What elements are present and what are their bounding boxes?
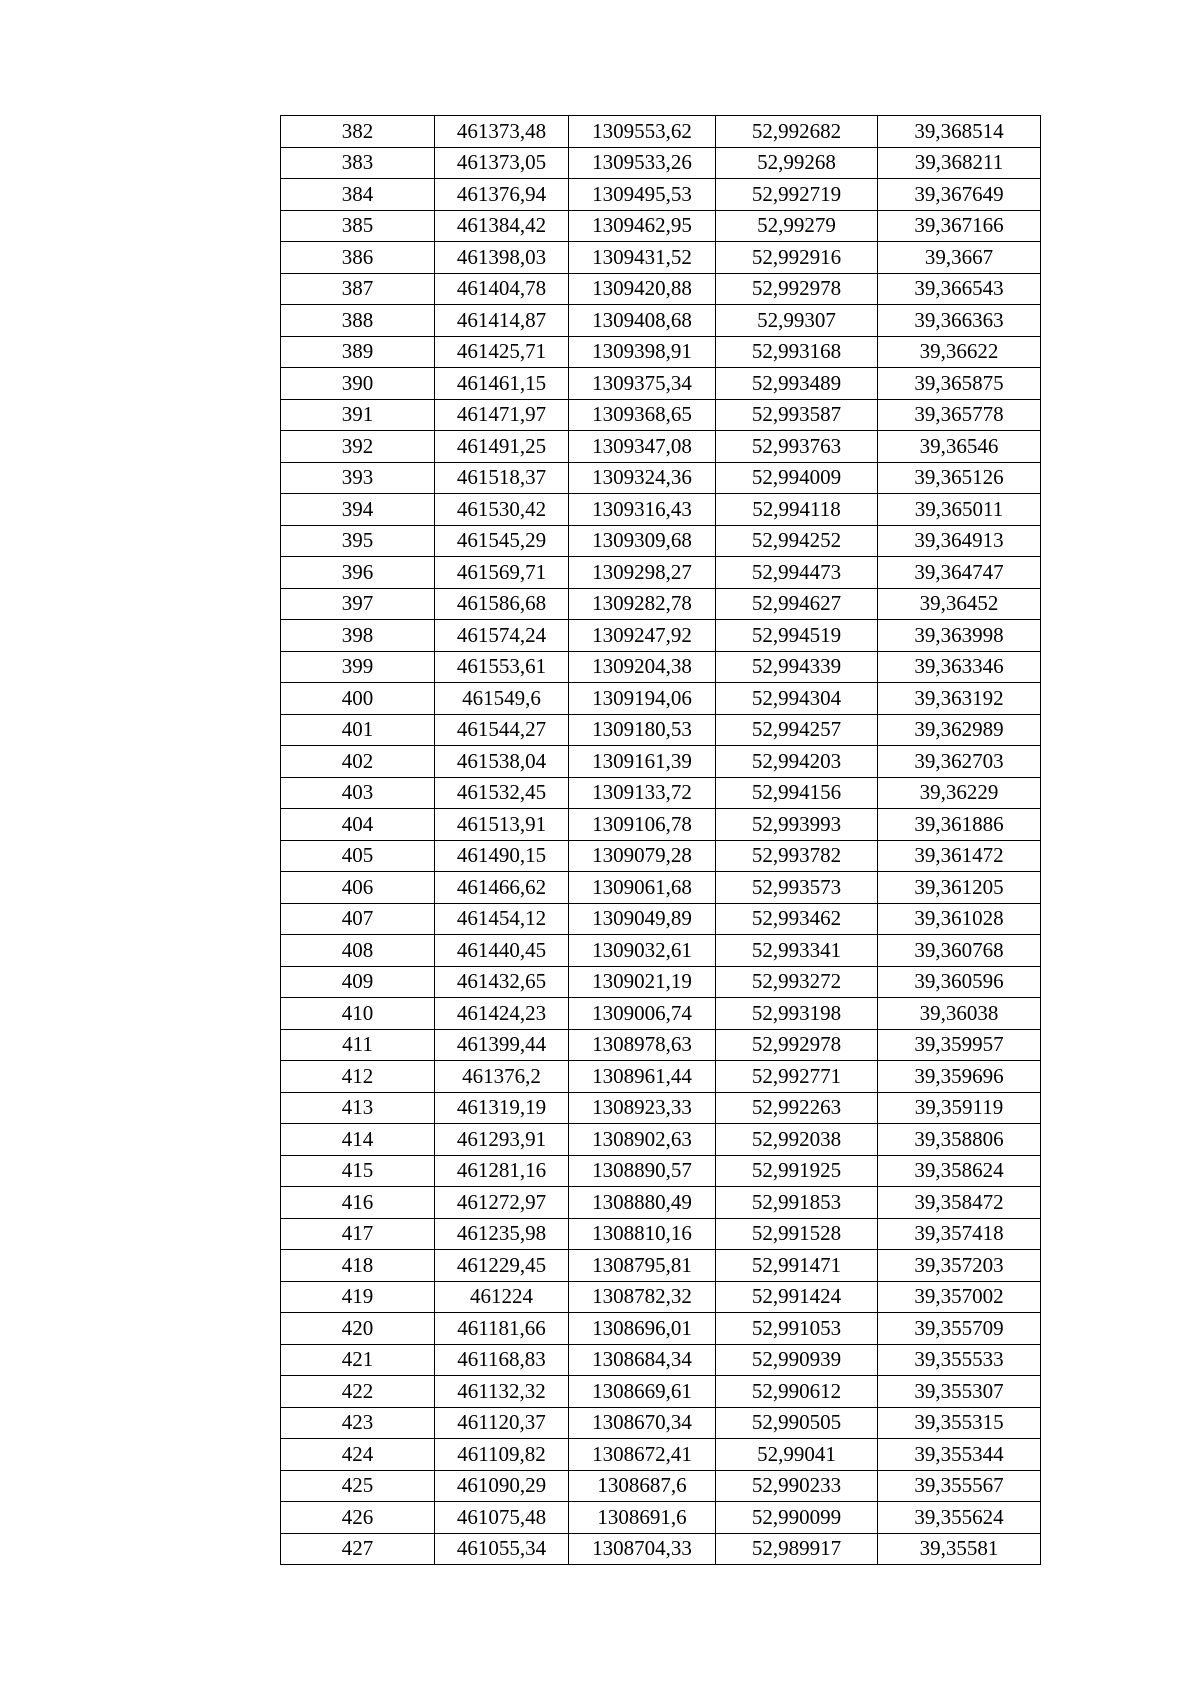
table-row: [281, 1092, 1041, 1124]
point-number-cell: 418: [281, 1250, 435, 1282]
y-coordinate-cell: 1309368,65: [569, 399, 716, 431]
x-coordinate-cell: 461414,87: [435, 305, 569, 337]
table-row: [281, 809, 1041, 841]
x-coordinate-cell: 461518,37: [435, 462, 569, 494]
x-coordinate-cell: 461075,48: [435, 1502, 569, 1534]
latitude-cell: 52,992978: [716, 273, 878, 305]
point-number-cell: 412: [281, 1061, 435, 1093]
point-number-cell: 406: [281, 872, 435, 904]
y-coordinate-cell: 1309133,72: [569, 777, 716, 809]
latitude-cell: 52,992038: [716, 1124, 878, 1156]
table-row: [281, 746, 1041, 778]
latitude-cell: 52,994519: [716, 620, 878, 652]
point-number-cell: 401: [281, 714, 435, 746]
latitude-cell: 52,992263: [716, 1092, 878, 1124]
longitude-cell: 39,358472: [878, 1187, 1041, 1219]
latitude-cell: 52,992682: [716, 116, 878, 148]
point-number-cell: 388: [281, 305, 435, 337]
y-coordinate-cell: 1309420,88: [569, 273, 716, 305]
point-number-cell: 394: [281, 494, 435, 526]
x-coordinate-cell: 461373,05: [435, 147, 569, 179]
table-row: [281, 147, 1041, 179]
point-number-cell: 405: [281, 840, 435, 872]
x-coordinate-cell: 461490,15: [435, 840, 569, 872]
y-coordinate-cell: 1309194,06: [569, 683, 716, 715]
x-coordinate-cell: 461471,97: [435, 399, 569, 431]
latitude-cell: 52,993462: [716, 903, 878, 935]
latitude-cell: 52,994627: [716, 588, 878, 620]
x-coordinate-cell: 461090,29: [435, 1470, 569, 1502]
longitude-cell: 39,355307: [878, 1376, 1041, 1408]
point-number-cell: 417: [281, 1218, 435, 1250]
x-coordinate-cell: 461376,2: [435, 1061, 569, 1093]
x-coordinate-cell: 461424,23: [435, 998, 569, 1030]
y-coordinate-cell: 1309431,52: [569, 242, 716, 274]
table-row: [281, 651, 1041, 683]
longitude-cell: 39,359957: [878, 1029, 1041, 1061]
point-number-cell: 404: [281, 809, 435, 841]
longitude-cell: 39,363346: [878, 651, 1041, 683]
point-number-cell: 415: [281, 1155, 435, 1187]
point-number-cell: 386: [281, 242, 435, 274]
latitude-cell: 52,991853: [716, 1187, 878, 1219]
point-number-cell: 424: [281, 1439, 435, 1471]
y-coordinate-cell: 1309553,62: [569, 116, 716, 148]
point-number-cell: 427: [281, 1533, 435, 1565]
table-row: [281, 336, 1041, 368]
point-number-cell: 419: [281, 1281, 435, 1313]
point-number-cell: 385: [281, 210, 435, 242]
table-row: [281, 588, 1041, 620]
latitude-cell: 52,989917: [716, 1533, 878, 1565]
coordinates-table: [280, 115, 1041, 1565]
point-number-cell: 416: [281, 1187, 435, 1219]
point-number-cell: 392: [281, 431, 435, 463]
x-coordinate-cell: 461544,27: [435, 714, 569, 746]
longitude-cell: 39,357203: [878, 1250, 1041, 1282]
x-coordinate-cell: 461373,48: [435, 116, 569, 148]
y-coordinate-cell: 1308810,16: [569, 1218, 716, 1250]
y-coordinate-cell: 1308795,81: [569, 1250, 716, 1282]
table-row: [281, 777, 1041, 809]
y-coordinate-cell: 1308902,63: [569, 1124, 716, 1156]
point-number-cell: 407: [281, 903, 435, 935]
x-coordinate-cell: 461553,61: [435, 651, 569, 683]
y-coordinate-cell: 1309282,78: [569, 588, 716, 620]
table-row: [281, 1439, 1041, 1471]
longitude-cell: 39,364913: [878, 525, 1041, 557]
y-coordinate-cell: 1308890,57: [569, 1155, 716, 1187]
table-row: [281, 1407, 1041, 1439]
x-coordinate-cell: 461229,45: [435, 1250, 569, 1282]
latitude-cell: 52,99268: [716, 147, 878, 179]
point-number-cell: 420: [281, 1313, 435, 1345]
coordinates-table-body: [281, 116, 1041, 1565]
table-row: [281, 462, 1041, 494]
x-coordinate-cell: 461545,29: [435, 525, 569, 557]
y-coordinate-cell: 1308880,49: [569, 1187, 716, 1219]
latitude-cell: 52,994304: [716, 683, 878, 715]
table-row: [281, 525, 1041, 557]
latitude-cell: 52,994203: [716, 746, 878, 778]
table-row: [281, 210, 1041, 242]
latitude-cell: 52,993168: [716, 336, 878, 368]
table-row: [281, 1313, 1041, 1345]
longitude-cell: 39,36622: [878, 336, 1041, 368]
table-row: [281, 557, 1041, 589]
y-coordinate-cell: 1308687,6: [569, 1470, 716, 1502]
latitude-cell: 52,993763: [716, 431, 878, 463]
x-coordinate-cell: 461586,68: [435, 588, 569, 620]
latitude-cell: 52,994009: [716, 462, 878, 494]
x-coordinate-cell: 461109,82: [435, 1439, 569, 1471]
longitude-cell: 39,357002: [878, 1281, 1041, 1313]
longitude-cell: 39,367166: [878, 210, 1041, 242]
longitude-cell: 39,358806: [878, 1124, 1041, 1156]
x-coordinate-cell: 461432,65: [435, 966, 569, 998]
latitude-cell: 52,993341: [716, 935, 878, 967]
latitude-cell: 52,99041: [716, 1439, 878, 1471]
longitude-cell: 39,363998: [878, 620, 1041, 652]
x-coordinate-cell: 461281,16: [435, 1155, 569, 1187]
y-coordinate-cell: 1308704,33: [569, 1533, 716, 1565]
point-number-cell: 398: [281, 620, 435, 652]
y-coordinate-cell: 1309408,68: [569, 305, 716, 337]
latitude-cell: 52,993272: [716, 966, 878, 998]
table-row: [281, 116, 1041, 148]
latitude-cell: 52,994252: [716, 525, 878, 557]
table-row: [281, 1124, 1041, 1156]
longitude-cell: 39,36452: [878, 588, 1041, 620]
point-number-cell: 425: [281, 1470, 435, 1502]
y-coordinate-cell: 1308978,63: [569, 1029, 716, 1061]
y-coordinate-cell: 1308923,33: [569, 1092, 716, 1124]
table-row: [281, 714, 1041, 746]
table-row: [281, 242, 1041, 274]
latitude-cell: 52,991925: [716, 1155, 878, 1187]
x-coordinate-cell: 461319,19: [435, 1092, 569, 1124]
y-coordinate-cell: 1309079,28: [569, 840, 716, 872]
point-number-cell: 422: [281, 1376, 435, 1408]
longitude-cell: 39,365126: [878, 462, 1041, 494]
latitude-cell: 52,990233: [716, 1470, 878, 1502]
longitude-cell: 39,365875: [878, 368, 1041, 400]
table-row: [281, 1250, 1041, 1282]
latitude-cell: 52,993587: [716, 399, 878, 431]
y-coordinate-cell: 1309347,08: [569, 431, 716, 463]
y-coordinate-cell: 1309204,38: [569, 651, 716, 683]
longitude-cell: 39,357418: [878, 1218, 1041, 1250]
longitude-cell: 39,36546: [878, 431, 1041, 463]
point-number-cell: 421: [281, 1344, 435, 1376]
latitude-cell: 52,993573: [716, 872, 878, 904]
y-coordinate-cell: 1309006,74: [569, 998, 716, 1030]
table-row: [281, 1155, 1041, 1187]
x-coordinate-cell: 461425,71: [435, 336, 569, 368]
latitude-cell: 52,990939: [716, 1344, 878, 1376]
point-number-cell: 391: [281, 399, 435, 431]
longitude-cell: 39,365011: [878, 494, 1041, 526]
x-coordinate-cell: 461466,62: [435, 872, 569, 904]
longitude-cell: 39,36038: [878, 998, 1041, 1030]
x-coordinate-cell: 461384,42: [435, 210, 569, 242]
point-number-cell: 410: [281, 998, 435, 1030]
latitude-cell: 52,991528: [716, 1218, 878, 1250]
longitude-cell: 39,362703: [878, 746, 1041, 778]
x-coordinate-cell: 461224: [435, 1281, 569, 1313]
point-number-cell: 384: [281, 179, 435, 211]
table-row: [281, 1376, 1041, 1408]
table-row: [281, 903, 1041, 935]
table-row: [281, 840, 1041, 872]
point-number-cell: 403: [281, 777, 435, 809]
latitude-cell: 52,99307: [716, 305, 878, 337]
x-coordinate-cell: 461055,34: [435, 1533, 569, 1565]
x-coordinate-cell: 461549,6: [435, 683, 569, 715]
longitude-cell: 39,36229: [878, 777, 1041, 809]
longitude-cell: 39,358624: [878, 1155, 1041, 1187]
latitude-cell: 52,993489: [716, 368, 878, 400]
latitude-cell: 52,991053: [716, 1313, 878, 1345]
x-coordinate-cell: 461399,44: [435, 1029, 569, 1061]
table-row: [281, 935, 1041, 967]
longitude-cell: 39,359119: [878, 1092, 1041, 1124]
longitude-cell: 39,3667: [878, 242, 1041, 274]
table-row: [281, 399, 1041, 431]
longitude-cell: 39,360768: [878, 935, 1041, 967]
longitude-cell: 39,360596: [878, 966, 1041, 998]
x-coordinate-cell: 461120,37: [435, 1407, 569, 1439]
table-row: [281, 431, 1041, 463]
latitude-cell: 52,993198: [716, 998, 878, 1030]
y-coordinate-cell: 1309049,89: [569, 903, 716, 935]
x-coordinate-cell: 461293,91: [435, 1124, 569, 1156]
y-coordinate-cell: 1309021,19: [569, 966, 716, 998]
longitude-cell: 39,368514: [878, 116, 1041, 148]
y-coordinate-cell: 1309061,68: [569, 872, 716, 904]
latitude-cell: 52,992719: [716, 179, 878, 211]
table-row: [281, 872, 1041, 904]
x-coordinate-cell: 461272,97: [435, 1187, 569, 1219]
latitude-cell: 52,991471: [716, 1250, 878, 1282]
latitude-cell: 52,994118: [716, 494, 878, 526]
table-row: [281, 368, 1041, 400]
longitude-cell: 39,361472: [878, 840, 1041, 872]
longitude-cell: 39,362989: [878, 714, 1041, 746]
y-coordinate-cell: 1308684,34: [569, 1344, 716, 1376]
x-coordinate-cell: 461454,12: [435, 903, 569, 935]
point-number-cell: 383: [281, 147, 435, 179]
table-row: [281, 1218, 1041, 1250]
x-coordinate-cell: 461404,78: [435, 273, 569, 305]
x-coordinate-cell: 461376,94: [435, 179, 569, 211]
y-coordinate-cell: 1308782,32: [569, 1281, 716, 1313]
y-coordinate-cell: 1308696,01: [569, 1313, 716, 1345]
latitude-cell: 52,990505: [716, 1407, 878, 1439]
table-row: [281, 1281, 1041, 1313]
point-number-cell: 382: [281, 116, 435, 148]
table-row: [281, 1344, 1041, 1376]
y-coordinate-cell: 1309324,36: [569, 462, 716, 494]
table-row: [281, 1533, 1041, 1565]
point-number-cell: 396: [281, 557, 435, 589]
point-number-cell: 411: [281, 1029, 435, 1061]
longitude-cell: 39,365778: [878, 399, 1041, 431]
point-number-cell: 408: [281, 935, 435, 967]
table-row: [281, 683, 1041, 715]
x-coordinate-cell: 461181,66: [435, 1313, 569, 1345]
point-number-cell: 423: [281, 1407, 435, 1439]
table-row: [281, 1502, 1041, 1534]
y-coordinate-cell: 1309247,92: [569, 620, 716, 652]
y-coordinate-cell: 1309398,91: [569, 336, 716, 368]
longitude-cell: 39,355344: [878, 1439, 1041, 1471]
x-coordinate-cell: 461513,91: [435, 809, 569, 841]
table-row: [281, 1029, 1041, 1061]
longitude-cell: 39,361028: [878, 903, 1041, 935]
table-row: [281, 998, 1041, 1030]
longitude-cell: 39,355567: [878, 1470, 1041, 1502]
table-row: [281, 273, 1041, 305]
table-row: [281, 179, 1041, 211]
longitude-cell: 39,355315: [878, 1407, 1041, 1439]
y-coordinate-cell: 1308672,41: [569, 1439, 716, 1471]
latitude-cell: 52,993993: [716, 809, 878, 841]
latitude-cell: 52,994473: [716, 557, 878, 589]
latitude-cell: 52,994339: [716, 651, 878, 683]
x-coordinate-cell: 461235,98: [435, 1218, 569, 1250]
table-row: [281, 1470, 1041, 1502]
point-number-cell: 393: [281, 462, 435, 494]
y-coordinate-cell: 1309462,95: [569, 210, 716, 242]
y-coordinate-cell: 1309495,53: [569, 179, 716, 211]
table-row: [281, 966, 1041, 998]
table-row: [281, 1061, 1041, 1093]
point-number-cell: 390: [281, 368, 435, 400]
y-coordinate-cell: 1309161,39: [569, 746, 716, 778]
x-coordinate-cell: 461538,04: [435, 746, 569, 778]
point-number-cell: 395: [281, 525, 435, 557]
latitude-cell: 52,992916: [716, 242, 878, 274]
point-number-cell: 400: [281, 683, 435, 715]
x-coordinate-cell: 461132,32: [435, 1376, 569, 1408]
table-row: [281, 1187, 1041, 1219]
x-coordinate-cell: 461168,83: [435, 1344, 569, 1376]
y-coordinate-cell: 1309298,27: [569, 557, 716, 589]
longitude-cell: 39,355709: [878, 1313, 1041, 1345]
y-coordinate-cell: 1309032,61: [569, 935, 716, 967]
y-coordinate-cell: 1308691,6: [569, 1502, 716, 1534]
longitude-cell: 39,367649: [878, 179, 1041, 211]
x-coordinate-cell: 461569,71: [435, 557, 569, 589]
longitude-cell: 39,355533: [878, 1344, 1041, 1376]
latitude-cell: 52,993782: [716, 840, 878, 872]
point-number-cell: 414: [281, 1124, 435, 1156]
y-coordinate-cell: 1309316,43: [569, 494, 716, 526]
longitude-cell: 39,359696: [878, 1061, 1041, 1093]
x-coordinate-cell: 461491,25: [435, 431, 569, 463]
point-number-cell: 413: [281, 1092, 435, 1124]
point-number-cell: 389: [281, 336, 435, 368]
longitude-cell: 39,35581: [878, 1533, 1041, 1565]
x-coordinate-cell: 461530,42: [435, 494, 569, 526]
longitude-cell: 39,368211: [878, 147, 1041, 179]
y-coordinate-cell: 1308669,61: [569, 1376, 716, 1408]
latitude-cell: 52,994257: [716, 714, 878, 746]
longitude-cell: 39,361886: [878, 809, 1041, 841]
point-number-cell: 409: [281, 966, 435, 998]
longitude-cell: 39,355624: [878, 1502, 1041, 1534]
table-row: [281, 620, 1041, 652]
y-coordinate-cell: 1309309,68: [569, 525, 716, 557]
longitude-cell: 39,363192: [878, 683, 1041, 715]
longitude-cell: 39,361205: [878, 872, 1041, 904]
y-coordinate-cell: 1309375,34: [569, 368, 716, 400]
point-number-cell: 399: [281, 651, 435, 683]
x-coordinate-cell: 461461,15: [435, 368, 569, 400]
longitude-cell: 39,366543: [878, 273, 1041, 305]
y-coordinate-cell: 1309533,26: [569, 147, 716, 179]
y-coordinate-cell: 1308961,44: [569, 1061, 716, 1093]
y-coordinate-cell: 1309106,78: [569, 809, 716, 841]
longitude-cell: 39,366363: [878, 305, 1041, 337]
point-number-cell: 397: [281, 588, 435, 620]
latitude-cell: 52,992771: [716, 1061, 878, 1093]
latitude-cell: 52,994156: [716, 777, 878, 809]
x-coordinate-cell: 461398,03: [435, 242, 569, 274]
table-row: [281, 305, 1041, 337]
x-coordinate-cell: 461440,45: [435, 935, 569, 967]
latitude-cell: 52,990612: [716, 1376, 878, 1408]
latitude-cell: 52,991424: [716, 1281, 878, 1313]
longitude-cell: 39,364747: [878, 557, 1041, 589]
latitude-cell: 52,992978: [716, 1029, 878, 1061]
latitude-cell: 52,990099: [716, 1502, 878, 1534]
point-number-cell: 426: [281, 1502, 435, 1534]
point-number-cell: 402: [281, 746, 435, 778]
point-number-cell: 387: [281, 273, 435, 305]
x-coordinate-cell: 461574,24: [435, 620, 569, 652]
latitude-cell: 52,99279: [716, 210, 878, 242]
x-coordinate-cell: 461532,45: [435, 777, 569, 809]
table-row: [281, 494, 1041, 526]
y-coordinate-cell: 1308670,34: [569, 1407, 716, 1439]
y-coordinate-cell: 1309180,53: [569, 714, 716, 746]
